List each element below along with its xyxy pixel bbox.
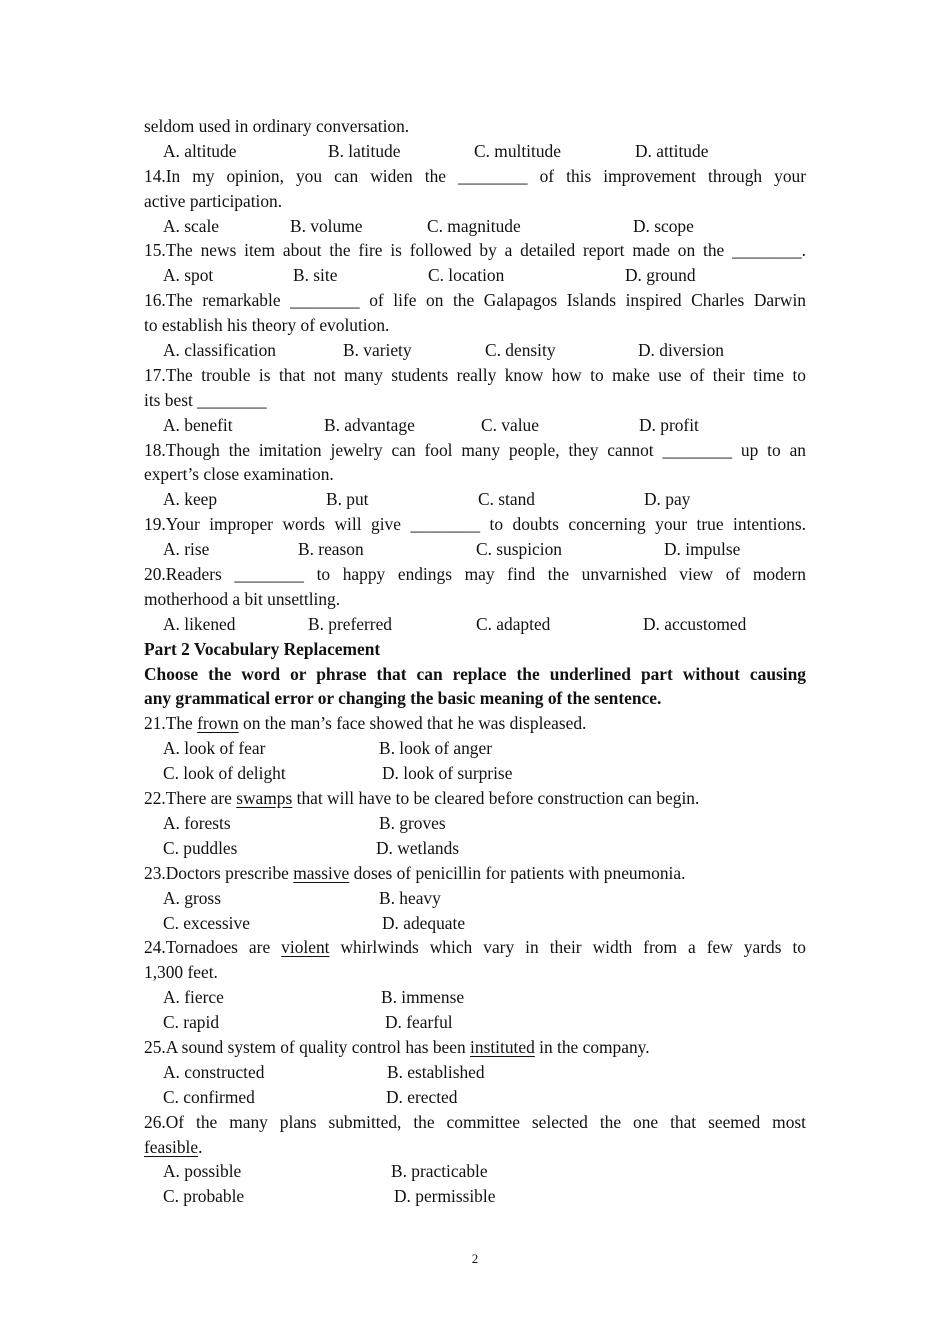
q18-options	[144, 487, 806, 512]
option-d: D. profit	[639, 414, 699, 435]
option-a: A. benefit	[163, 414, 233, 435]
q24-options-cd	[144, 1010, 806, 1035]
q18-stem-cont: expert’s close examination.	[144, 464, 334, 485]
q20-stem: 20.Readers ________ to happy endings may find the unvarnished view of modern	[144, 564, 806, 585]
stem-text: 24.Tornadoes are	[144, 937, 282, 958]
option-b: B. groves	[379, 812, 446, 833]
option-c: C. magnitude	[427, 215, 521, 236]
underlined-word: feasible	[144, 1136, 199, 1157]
underlined-word: violent	[281, 937, 330, 958]
q15-options	[144, 263, 806, 288]
q14-stem-cont: active participation.	[144, 190, 283, 211]
page-number: 2	[471, 1251, 479, 1266]
q22-options-cd	[144, 836, 806, 861]
q25-stem	[144, 1035, 806, 1060]
option-b: B. immense	[381, 987, 465, 1008]
option-a: A. look of fear	[163, 738, 266, 759]
part2-heading: Part 2 Vocabulary Replacement	[144, 638, 381, 659]
option-d: D. accustomed	[643, 613, 747, 634]
option-c: C. rapid	[163, 1012, 220, 1033]
underlined-word: swamps	[236, 788, 293, 809]
option-d: D. look of surprise	[382, 763, 513, 784]
option-d: D. erected	[386, 1086, 458, 1107]
q21-options-cd	[144, 761, 806, 786]
stem-text: in the company.	[534, 1036, 650, 1057]
q24-stem	[144, 935, 806, 960]
stem-text: 25.A sound system of quality control has been	[144, 1036, 471, 1057]
q26-options-cd	[144, 1184, 806, 1209]
option-a: A. altitude	[163, 140, 237, 161]
option-a: A. classification	[163, 340, 277, 361]
q17-stem: 17.The trouble is that not many students really know how to make use of their time to	[144, 364, 806, 385]
option-b: B. site	[293, 265, 338, 286]
option-d: D. wetlands	[376, 837, 460, 858]
q19-options	[144, 537, 806, 562]
option-b: B. put	[326, 489, 369, 510]
option-b: B. look of anger	[379, 738, 493, 759]
option-b: B. volume	[290, 215, 363, 236]
stem-text: doses of penicillin for patients with pneumonia.	[349, 862, 686, 883]
option-a: A. spot	[163, 265, 214, 286]
q17-stem-cont: its best ________	[144, 389, 267, 410]
q22-stem	[144, 786, 806, 811]
q23-stem	[144, 861, 806, 886]
option-a: A. fierce	[163, 987, 224, 1008]
underlined-word: instituted	[470, 1036, 535, 1057]
option-a: A. forests	[163, 812, 231, 833]
q16-stem-cont: to establish his theory of evolution.	[144, 315, 390, 336]
q20-options	[144, 612, 806, 637]
option-a: A. possible	[163, 1161, 242, 1182]
stem-text: 21.The	[144, 713, 198, 734]
q23-options-cd	[144, 911, 806, 936]
q17-options	[144, 413, 806, 438]
part2-instructions-cont: any grammatical error or changing the basic meaning of the sentence.	[144, 688, 662, 709]
option-c: C. adapted	[476, 613, 551, 634]
q25-options-cd	[144, 1085, 806, 1110]
option-d: D. ground	[625, 265, 696, 286]
option-d: D. diversion	[638, 340, 724, 361]
stem-text: whirlwinds which vary in their width from a few yards to	[329, 937, 806, 958]
option-a: A. rise	[163, 539, 210, 560]
q23-options-ab	[144, 886, 806, 911]
q26-options-ab	[144, 1159, 806, 1184]
part2-instructions: Choose the word or phrase that can replace the underlined part without causing	[144, 663, 806, 684]
stem-text: .	[198, 1136, 203, 1157]
option-d: D. attitude	[635, 140, 709, 161]
option-b: B. variety	[343, 340, 412, 361]
option-d: D. scope	[633, 215, 694, 236]
q16-stem: 16.The remarkable ________ of life on the Galapagos Islands inspired Charles Darwin	[144, 290, 806, 311]
q21-stem	[144, 711, 806, 736]
q14-options	[144, 214, 806, 239]
q26-stem: 26.Of the many plans submitted, the committee selected the one that seemed most	[144, 1111, 806, 1132]
q25-options-ab	[144, 1060, 806, 1085]
q22-options-ab	[144, 811, 806, 836]
q20-stem-cont: motherhood a bit unsettling.	[144, 588, 341, 609]
option-c: C. stand	[478, 489, 536, 510]
option-b: B. heavy	[379, 887, 441, 908]
option-b: B. practicable	[391, 1161, 488, 1182]
option-c: C. multitude	[474, 140, 561, 161]
q21-options-ab	[144, 736, 806, 761]
q19-stem: 19.Your improper words will give ________ to doubts concerning your true intentions.	[144, 514, 806, 535]
option-c: C. value	[481, 414, 539, 435]
option-b: B. reason	[298, 539, 364, 560]
q24-options-ab	[144, 985, 806, 1010]
q13-continuation: seldom used in ordinary conversation.	[144, 116, 410, 136]
option-d: D. pay	[644, 489, 691, 510]
option-c: C. suspicion	[476, 539, 562, 560]
option-d: D. impulse	[664, 539, 741, 560]
q13-options	[144, 139, 806, 164]
document-page	[144, 114, 806, 1209]
option-c: C. probable	[163, 1186, 245, 1207]
option-a: A. likened	[163, 613, 236, 634]
stem-text: 22.There are	[144, 788, 237, 809]
q15-stem: 15.The news item about the fire is followed by a detailed report made on the ________.	[144, 240, 806, 261]
option-a: A. keep	[163, 489, 218, 510]
option-b: B. latitude	[328, 140, 401, 161]
stem-text: 23.Doctors prescribe	[144, 862, 294, 883]
option-d: D. permissible	[394, 1186, 496, 1207]
q26-stem-cont	[144, 1135, 806, 1160]
option-c: C. confirmed	[163, 1086, 255, 1107]
option-c: C. density	[485, 340, 556, 361]
stem-text: on the man’s face showed that he was displeased.	[238, 713, 587, 734]
q24-stem-cont: 1,300 feet.	[144, 962, 218, 983]
q18-stem: 18.Though the imitation jewelry can fool many people, they cannot ________ up to an	[144, 439, 806, 460]
option-a: A. scale	[163, 215, 220, 236]
underlined-word: frown	[197, 713, 239, 734]
option-a: A. constructed	[163, 1061, 265, 1082]
option-b: B. preferred	[308, 613, 393, 634]
option-d: D. adequate	[382, 912, 466, 933]
option-d: D. fearful	[385, 1012, 453, 1033]
option-c: C. excessive	[163, 912, 250, 933]
option-c: C. location	[428, 265, 505, 286]
underlined-word: massive	[293, 862, 350, 883]
stem-text: that will have to be cleared before construction can begin.	[292, 788, 700, 809]
option-c: C. look of delight	[163, 763, 286, 784]
q16-options	[144, 338, 806, 363]
option-a: A. gross	[163, 887, 221, 908]
q14-stem: 14.In my opinion, you can widen the ________ of this improvement through your	[144, 165, 806, 186]
option-b: B. established	[387, 1061, 485, 1082]
option-b: B. advantage	[324, 414, 415, 435]
option-c: C. puddles	[163, 837, 238, 858]
